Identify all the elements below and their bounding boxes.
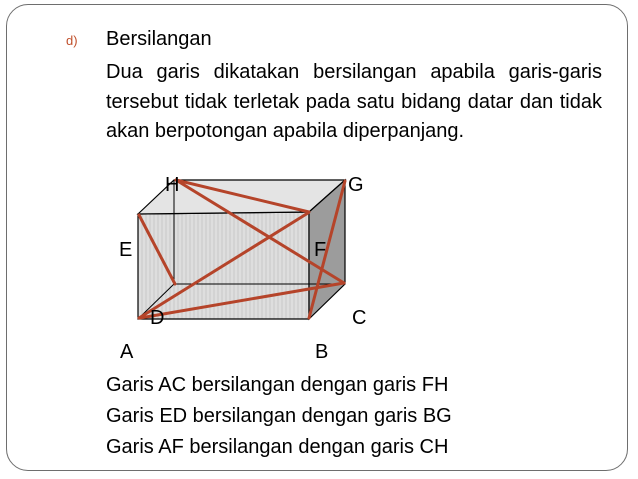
- item-heading: Bersilangan: [106, 28, 212, 50]
- vertex-label-e: E: [119, 239, 133, 261]
- statement-2: Garis ED bersilangan dengan garis BG: [106, 405, 452, 427]
- vertex-label-a: A: [120, 341, 134, 363]
- vertex-label-g: G: [348, 174, 364, 196]
- vertex-label-h: H: [165, 174, 180, 196]
- item-marker: d): [66, 33, 78, 48]
- vertex-label-c: C: [352, 307, 367, 329]
- statement-1: Garis AC bersilangan dengan garis FH: [106, 374, 449, 396]
- statement-3: Garis AF bersilangan dengan garis CH: [106, 436, 449, 458]
- vertex-label-d: D: [150, 307, 165, 329]
- vertex-label-f: F: [314, 239, 327, 261]
- vertex-label-b: B: [315, 341, 329, 363]
- definition-paragraph: Dua garis dikatakan bersilangan apabila garis-garis tersebut tidak terletak pada satu bidang datar dan tidak akan berpotongan apabila diperpanjang.: [106, 61, 602, 142]
